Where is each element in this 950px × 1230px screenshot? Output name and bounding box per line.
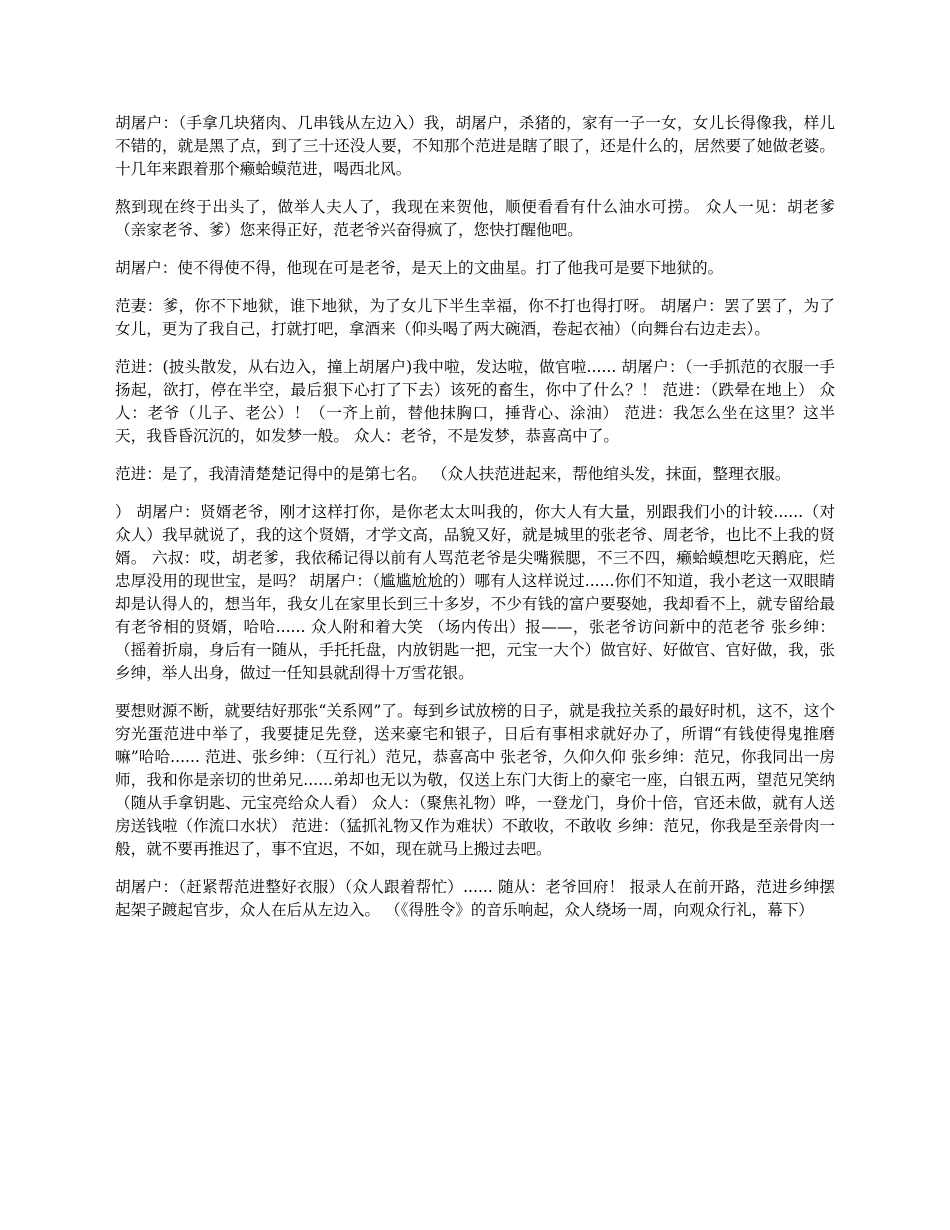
paragraph: 范进：是了，我清清楚楚记得中的是第七名。 （众人扶范进起来，帮他绾头发，抹面，整理衣服。 (115, 465, 791, 483)
paragraph: 熬到现在终于出头了，做举人夫人了，我现在来贺他，顺便看看有什么油水可捞。 众人一见：胡老爹（亲家老爷、爹）您来得正好，范老爷兴奋得疯了，您快打醒他吧。 (115, 198, 835, 239)
paragraph: 胡屠户：使不得使不得，他现在可是老爷，是天上的文曲星。打了他我可是要下地狱的。 (115, 259, 724, 277)
paragraph: 要想财源不断，就要结好那张“关系网”了。每到乡试放榜的日子，就是我拉关系的最好时机，这不，这个穷光蛋范进中举了，我要捷足先登，送来豪宅和银子，日后有事相求就好办了，所谓“有钱使得鬼推磨嘛”哈哈...... 范进、张乡绅：（互行礼）范兄，恭喜高中 张老爷，久仰久仰 张乡绅：范兄，你我同出一房师，我和你是亲切的世弟兄......弟却也无以为敬，仅送上东门大街上的豪宅一座，白银五两，望范兄笑纳（随从手拿钥匙、元宝亮给众人看） 众人：（聚焦礼物）哗，一登龙门，身价十倍，官还未做，就有人送房送钱啦（作流口水状） 范进：（猛抓礼物又作为难状）不敢收，不敢收 乡绅：范兄，你我是至亲骨肉一般，就不要再推迟了，事不宜迟，不如，现在就马上搬过去吧。 (115, 702, 835, 858)
paragraph: ） 胡屠户：贤婿老爷，刚才这样打你，是你老太太叫我的，你大人有大量，别跟我们小的计较......（对众人）我早就说了，我的这个贤婿，才学文高，品貌又好，就是城里的张老爷、周老爷，也比不上我的贤婿。 六叔：哎，胡老爹，我依稀记得以前有人骂范老爷是尖嘴猴腮，不三不四，癞蛤蟆想吃天鹅庇，烂忠厚没用的现世宝，是吗？ 胡屠户：（尴尴尬尬的）哪有人这样说过......你们不知道，我小老这一双眼睛却是认得人的，想当年，我女儿在家里长到三十多岁，不少有钱的富户要娶她，我却看不上，就专留给最有老爷相的贤婿，哈哈...... 众人附和着大笑 （场内传出）报——，张老爷访问新中的范老爷 张乡绅：（摇着折扇，身后有一随从，手托托盘，内放钥匙一把，元宝一大个）做官好、好做官、官好做，我，张乡绅，举人出身，做过一任知县就刮得十万雪花银。 (115, 503, 835, 682)
paragraph: 胡屠户：（手拿几块猪肉、几串钱从左边入）我，胡屠户，杀猪的，家有一子一女，女儿长得像我，样儿不错的，就是黑了点，到了三十还没人要，不知那个范进是瞎了眼了，还是什么的，居然要了她做老婆。十几年来跟着那个癞蛤蟆范进，喝西北风。 (115, 114, 835, 178)
document-page (115, 112, 835, 937)
paragraph: 范妻：爹，你不下地狱，谁下地狱，为了女儿下半生幸福，你不打也得打呀。 胡屠户：罢了罢了，为了女儿，更为了我自己，打就打吧，拿酒来（仰头喝了两大碗酒，卷起衣袖）（向舞台右边走去）。 (115, 297, 835, 338)
paragraph: 胡屠户：（赶紧帮范进整好衣服）（众人跟着帮忙）...... 随从：老爷回府！ 报录人在前开路，范进乡绅摆起架子踱起官步，众人在后从左边入。 （《得胜令》的音乐响起，众人绕场一周，向观众行礼，幕下） (115, 878, 835, 919)
paragraph: 范进：(披头散发，从右边入，撞上胡屠户)我中啦，发达啦，做官啦...... 胡屠户：（一手抓范的衣服一手扬起，欲打，停在半空，最后狠下心打了下去）该死的畜生，你中了什么？！ 范进：（跌晕在地上） 众人：老爷（儿子、老公）！（一齐上前，替他抹胸口，捶背心、涂油） 范进：我怎么坐在这里？这半天，我昏昏沉沉的，如发梦一般。 众人：老爷，不是发梦，恭喜高中了。 (115, 358, 835, 445)
